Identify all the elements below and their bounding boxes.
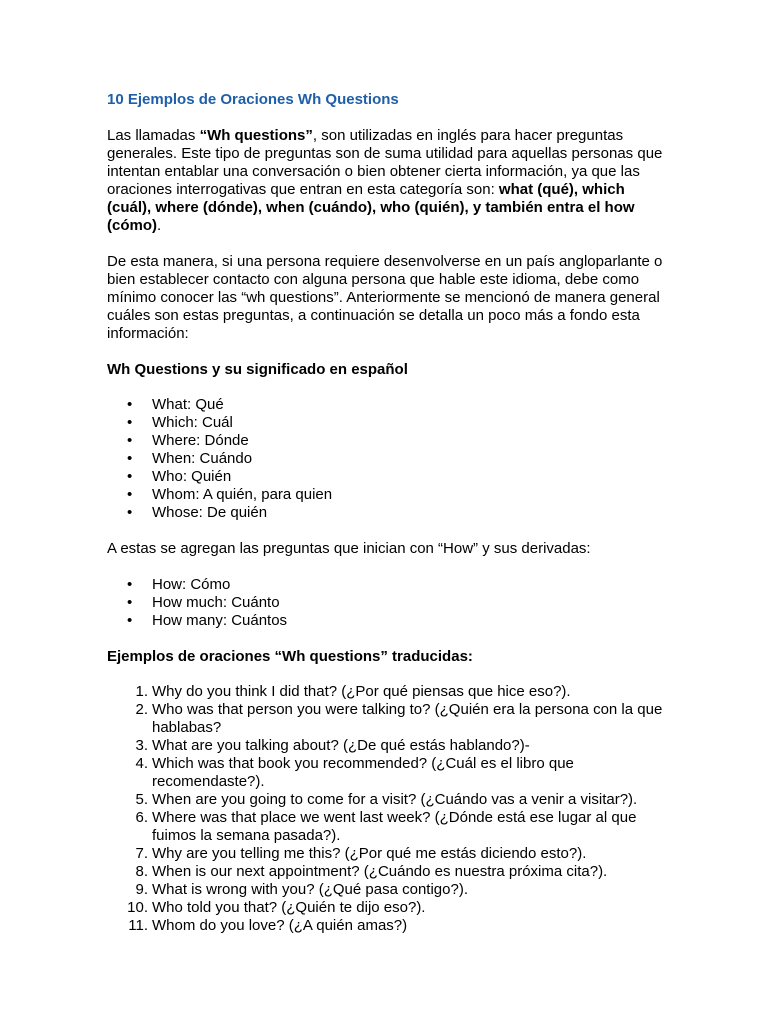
intro-bold-2: what (qué), which (cuál), where (dónde), when (cuándo), who (quién), y también entra el how (cómo) — [107, 181, 635, 234]
list-item — [107, 576, 667, 594]
bullet-icon: • — [127, 594, 133, 611]
list-item — [107, 701, 667, 737]
list-number: 10. — [127, 899, 148, 916]
bullet-icon: • — [127, 504, 133, 521]
list-item-text: What is wrong with you? (¿Qué pasa contigo?). — [152, 881, 468, 898]
list-item — [107, 486, 667, 504]
list-item-text: Whom: A quién, para quien — [152, 486, 333, 503]
list-number: 6. — [135, 809, 148, 826]
list-number: 4. — [135, 755, 148, 772]
wh-meaning-heading: Wh Questions y su significado en español — [107, 361, 408, 378]
list-number: 1. — [135, 683, 148, 700]
bullet-icon: • — [127, 612, 133, 629]
bullet-icon: • — [127, 486, 133, 503]
list-item-text: Whom do you love? (¿A quién amas?) — [152, 917, 408, 934]
document-page — [107, 91, 667, 953]
list-item-text: How many: Cuántos — [152, 612, 288, 629]
bullet-icon: • — [127, 468, 133, 485]
list-item-text: How: Cómo — [152, 576, 231, 593]
list-item-text: Why do you think I did that? (¿Por qué piensas que hice eso?). — [152, 683, 571, 700]
bullet-icon: • — [127, 576, 133, 593]
list-item — [107, 809, 667, 845]
bullet-icon: • — [127, 450, 133, 467]
intro-text-3: . — [157, 217, 162, 234]
list-item-text: Why are you telling me this? (¿Por qué me estás diciendo esto?). — [152, 845, 587, 862]
intro-text-2: , son utilizadas en inglés para hacer preguntas generales. Este tipo de preguntas son de suma utilidad para aquellas personas que intentan entablar una conversación o bien obtener cierta información, ya que las oraciones interrogativas que entran en esta categoría son: — [107, 127, 663, 198]
list-item — [107, 612, 667, 630]
list-item-text: Where: Dónde — [152, 432, 249, 449]
list-item — [107, 450, 667, 468]
examples-heading: Ejemplos de oraciones “Wh questions” traducidas: — [107, 648, 473, 665]
list-item-text: How much: Cuánto — [152, 594, 280, 611]
intro-text-1: Las llamadas — [107, 127, 200, 144]
intro-paragraph — [107, 127, 667, 235]
list-item — [107, 881, 667, 899]
list-item-text: What: Qué — [152, 396, 224, 413]
list-item — [107, 917, 667, 935]
list-item — [107, 791, 667, 809]
intro-bold-1: “Wh questions” — [199, 127, 313, 144]
list-item — [107, 845, 667, 863]
list-item-text: Who: Quién — [152, 468, 232, 485]
list-item — [107, 755, 667, 791]
list-item-text: When are you going to come for a visit? (¿Cuándo vas a venir a visitar?). — [152, 791, 638, 808]
document-title: 10 Ejemplos de Oraciones Wh Questions — [107, 91, 399, 108]
list-number: 11. — [128, 917, 148, 934]
list-item-text: Where was that place we went last week? (¿Dónde está ese lugar al que fuimos la semana pasada?). — [152, 809, 637, 844]
list-item-text: Who was that person you were talking to? (¿Quién era la persona con la que hablabas? — [152, 701, 663, 736]
list-number: 8. — [135, 863, 148, 880]
how-questions-list — [107, 576, 667, 630]
list-item — [107, 863, 667, 881]
list-item-text: When: Cuándo — [152, 450, 253, 467]
list-item — [107, 504, 667, 522]
list-item-text: Which was that book you recommended? (¿Cuál es el libro que recomendaste?). — [152, 755, 574, 790]
list-item-text: What are you talking about? (¿De qué estás hablando?)- — [152, 737, 530, 754]
list-item — [107, 468, 667, 486]
list-number: 5. — [135, 791, 148, 808]
list-item-text: Who told you that? (¿Quién te dijo eso?). — [152, 899, 426, 916]
list-item-text: Which: Cuál — [152, 414, 233, 431]
list-number: 9. — [135, 881, 148, 898]
examples-list — [107, 683, 667, 935]
list-number: 7. — [135, 845, 148, 862]
second-paragraph: De esta manera, si una persona requiere desenvolverse en un país angloparlante o bien establecer contacto con alguna persona que hable este idioma, debe como mínimo conocer las “wh questions”. Anteriormente se mencionó de manera general cuáles son estas preguntas, a continuación se detalla un poco más a fondo esta información: — [107, 253, 663, 342]
list-item — [107, 737, 667, 755]
list-item — [107, 432, 667, 450]
list-item-text: When is our next appointment? (¿Cuándo es nuestra próxima cita?). — [152, 863, 608, 880]
bullet-icon: • — [127, 396, 133, 413]
wh-questions-list — [107, 396, 667, 522]
how-intro-paragraph: A estas se agregan las preguntas que inician con “How” y sus derivadas: — [107, 540, 591, 557]
list-item — [107, 594, 667, 612]
list-item — [107, 683, 667, 701]
list-number: 2. — [135, 701, 148, 718]
list-item — [107, 414, 667, 432]
bullet-icon: • — [127, 414, 133, 431]
list-item-text: Whose: De quién — [152, 504, 268, 521]
bullet-icon: • — [127, 432, 133, 449]
list-item — [107, 396, 667, 414]
list-item — [107, 899, 667, 917]
list-number: 3. — [135, 737, 148, 754]
